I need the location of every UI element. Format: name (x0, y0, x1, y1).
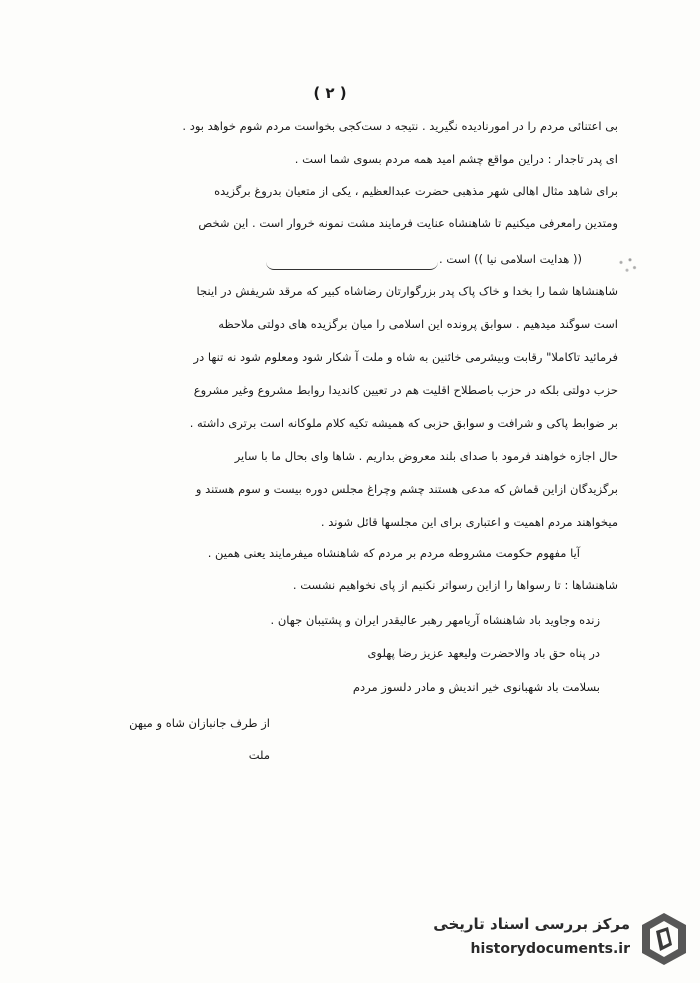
body-line: فرمائید تاکاملا" رقابت وبیشرمی خائنین به شاه و ملت آ شکار شود ومعلوم شود نه تنها در (193, 350, 618, 364)
body-line: (( هدایت اسلامی نیا )) است . (438, 252, 582, 266)
archive-logo-icon (638, 911, 690, 967)
body-line: بی اعتنائی مردم را در امورنادیده نگیرید . نتیجه د ست‌کجی بخواست مردم شوم خواهد بود . (182, 119, 618, 133)
body-line: حال اجازه خواهند فرمود با صدای بلند معروض بداریم . شاها وای بحال ما با سایر (234, 449, 618, 463)
page-number: ( ٢ ) (313, 84, 347, 102)
body-line: شاهنشاها : تا رسواها را ازاین رسواتر نکنیم از پای نخواهیم نشست . (292, 578, 618, 592)
name-underline (266, 253, 438, 270)
body-line: آیا مفهوم حکومت مشروطه مردم بر مردم که شاهنشاه میفرمایند یعنی همین . (207, 546, 580, 560)
signoff-signature: ملت (248, 748, 270, 762)
archive-watermark (400, 909, 690, 969)
body-line: زنده وجاوید باد شاهنشاه آریامهر رهبر عالیقدر ایران و پشتیبان جهان . (270, 613, 600, 627)
signoff-line: از طرف جانبازان شاه و میهن (129, 716, 270, 730)
body-line: بسلامت باد شهبانوی خیر اندیش و مادر دلسوز مردم (352, 680, 600, 694)
body-line: در پناه حق باد والاحضرت ولیعهد عزیز رضا پهلوی (367, 646, 600, 660)
margin-stamp-mark (612, 252, 642, 278)
body-line: برای شاهد مثال اهالی شهر مذهبی حضرت عبدالعظیم ، یکی از متعیان بدروغ برگزیده (214, 184, 618, 198)
body-line: است سوگند میدهیم . سوابق پرونده این اسلامی را میان برگزیده های دولتی ملاحظه (218, 317, 618, 331)
body-line: برگزیدگان ازاین قماش که مدعی هستند چشم وچراغ مجلس دوره بیست و سوم هستند و (195, 482, 618, 496)
body-line: حزب دولتی بلکه در حزب باصطلاح اقلیت هم در تعیین کاندیدا روابط مشروع وغیر مشروع (193, 383, 618, 397)
body-line: بر ضوابط پاکی و شرافت و سوابق حزبی که همیشه تکیه کلام ملوکانه است برتری داشته . (189, 416, 618, 430)
body-line: میخواهند مردم اهمیت و اعتباری برای این مجلسها قائل شوند . (320, 515, 618, 529)
archive-name: مرکز بررسی اسناد تاریخی (433, 915, 630, 933)
body-line: ومتدین رامعرفی میکنیم تا شاهنشاه عنایت فرمایند مشت نمونه خروار است . این شخص (198, 216, 618, 230)
archive-url: historydocuments.ir (470, 941, 630, 957)
body-line: شاهنشاها شما را بخدا و خاک پاک پدر بزرگوارتان رضاشاه کبیر که مرقد شریفش در اینجا (196, 284, 618, 298)
body-line: ای پدر تاجدار : دراین مواقع چشم امید همه مردم بسوی شما است . (294, 152, 618, 166)
